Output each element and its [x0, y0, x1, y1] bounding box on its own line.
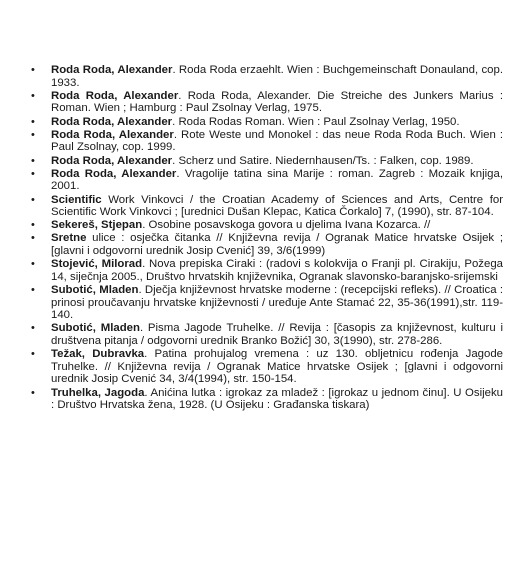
entry-author: Roda Roda, Alexander — [51, 64, 173, 76]
bullet-icon: • — [31, 232, 35, 245]
entry-text: . Anićina lutka : igrokaz za mladež : [igrokaz u jednom činu]. U Osijeku : Društvo Hrvatska žena, 1928. (U Osijeku : Građanska tiskara) — [51, 386, 503, 412]
bullet-icon: • — [31, 348, 35, 361]
bibliography-entry — [0, 194, 525, 219]
entry-text: Work Vinkovci / the Croatian Academy of Sciences and Arts, Centre for Scientific Work Vinkovci ; [urednici Dušan Klepac, Katica Čorkalo] 7, (1990), str. 87-104. — [51, 193, 503, 219]
entry-author: Subotić, Mladen — [51, 322, 140, 335]
entry-text: . Roda Roda erzaehlt. Wien : Buchgemeinschaft Donauland, cop. 1933. — [51, 64, 503, 89]
bibliography-entry — [0, 348, 525, 386]
bibliography-list — [0, 64, 525, 412]
entry-author: Sretne — [51, 232, 87, 245]
bibliography-entry — [0, 322, 525, 347]
bullet-icon: • — [31, 89, 35, 102]
bullet-icon: • — [31, 322, 35, 335]
entry-text: . Scherz und Satire. Niedernhausen/Ts. : Falken, cop. 1989. — [172, 154, 474, 167]
bullet-icon: • — [31, 154, 35, 167]
entry-text: . Dječja književnost hrvatske moderne : (recepcijski refleks). // Croatica : prinosi proučavanju hrvatske književnosti / uređuje Ante Stamać 22, 35-36(1991),str. 119-140. — [51, 284, 503, 322]
bibliography-entry — [0, 284, 525, 322]
entry-text: . Osobine posavskoga govora u djelima Ivana Kozarca. // — [142, 219, 431, 232]
entry-text: ulice : osječka čitanka // Književna revija / Ogranak Matice hrvatske Osijek ; [glavni i odgovorni urednik Josip Cvenić] 39, 3/6(1999) — [51, 232, 503, 258]
entry-author: Sekereš, Stjepan — [51, 219, 143, 232]
entry-author: Scientific — [51, 193, 102, 206]
entry-author: Roda Roda, Alexander — [51, 167, 177, 180]
entry-text: . Vragolije tatina sina Marije : roman. Zagreb : Mozaik knjiga, 2001. — [51, 167, 503, 193]
entry-author: Roda Roda, Alexander — [51, 89, 179, 102]
bibliography-entry — [0, 168, 525, 193]
entry-text: . Nova prepiska Ciraki : (radovi s kolokvija o Franji pl. Cirakiju, Požega 14, siječnja 2005., Društvo hrvatskih književnika, Ogranak slavonsko-baranjsko-srijemski — [51, 258, 503, 283]
bibliography-entry — [0, 64, 525, 89]
bibliography-entry — [0, 232, 525, 257]
entry-text: . Roda Rodas Roman. Wien : Paul Zsolnay Verlag, 1950. — [172, 115, 460, 128]
bullet-icon: • — [31, 219, 35, 232]
entry-author: Težak, Dubravka — [51, 348, 145, 361]
bullet-icon: • — [31, 258, 35, 271]
bullet-icon: • — [31, 284, 35, 297]
bibliography-entry — [0, 258, 525, 283]
entry-text: . Pisma Jagode Truhelke. // Revija : [časopis za književnost, kulturu i društvena pitanja / odgovorni urednik Branko Božić] 30, 3(1990), str. 278-286. — [51, 322, 503, 347]
bibliography-entry — [0, 387, 525, 412]
entry-author: Roda Roda, Alexander — [51, 154, 173, 167]
bullet-icon: • — [31, 128, 35, 141]
bibliography-entry — [0, 219, 525, 232]
bullet-icon: • — [31, 64, 35, 76]
bullet-icon: • — [31, 115, 35, 128]
bibliography-entry — [0, 116, 525, 129]
entry-text: . Roda Roda, Alexander. Die Streiche des Junkers Marius : Roman. Wien ; Hamburg : Paul Zsolnay Verlag, 1975. — [51, 89, 503, 115]
entry-author: Stojević, Milorad — [51, 258, 143, 271]
bullet-icon: • — [31, 167, 35, 180]
bibliography-entry — [0, 90, 525, 115]
entry-author: Subotić, Mladen — [51, 284, 139, 297]
bullet-icon: • — [31, 386, 35, 399]
entry-text: . Patina prohujalog vremena : uz 130. obljetnicu rođenja Jagode Truhelke. // Književna revija / Ogranak Matice hrvatske Osijek ; [glavni i odgovorni urednik Josip Cvenić 34, 3/4(1994), str. 150-154. — [51, 348, 503, 386]
entry-text: . Rote Weste und Monokel : das neue Roda Roda Buch. Wien : Paul Zsolnay, cop. 1999. — [51, 128, 503, 154]
entry-author: Truhelka, Jagoda — [51, 386, 145, 399]
entry-author: Roda Roda, Alexander — [51, 115, 173, 128]
entry-author: Roda Roda, Alexander — [51, 128, 174, 141]
bibliography-entry — [0, 155, 525, 168]
bibliography-entry — [0, 129, 525, 154]
bullet-icon: • — [31, 193, 35, 206]
